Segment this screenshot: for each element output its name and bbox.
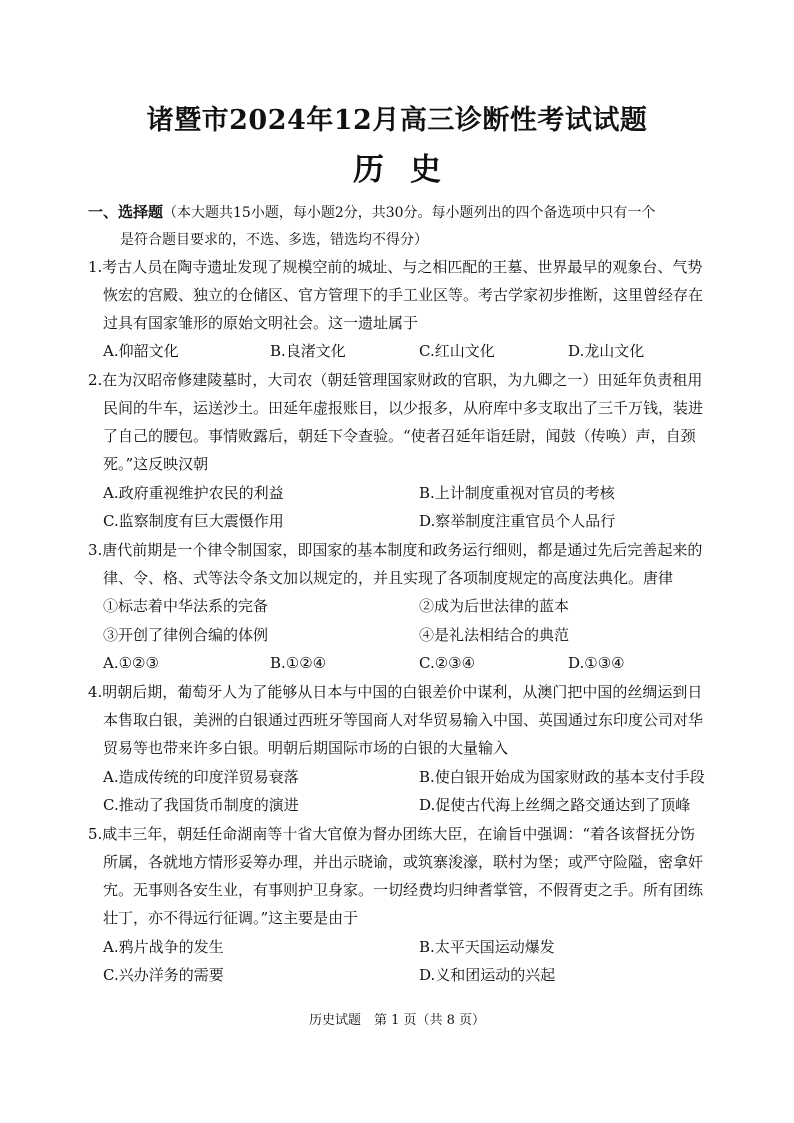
q5-option-c[interactable]: C.兴办洋务的需要 <box>103 966 224 984</box>
q2-option-c[interactable]: C.监察制度有巨大震慑作用 <box>103 512 284 530</box>
q3-option-d[interactable]: D.①③④ <box>568 654 625 672</box>
q5-option-a[interactable]: A.鸦片战争的发生 <box>103 938 224 956</box>
q1-option-d[interactable]: D.龙山文化 <box>568 342 645 360</box>
page-footer: 历史试题 第 1 页（共 8 页） <box>308 1013 486 1028</box>
q2-line-2: 民间的牛车，运送沙土。田延年虚报账目，以少报多，从府库中多支取出了三千万钱，装进 <box>103 399 704 417</box>
subject-title: 历史 <box>353 152 467 188</box>
q2-option-b[interactable]: B.上计制度重视对官员的考核 <box>419 484 615 502</box>
q3-line-2: 律、令、格、式等法令条文加以规定的，并且实现了各项制度规定的高度法典化。唐律 <box>103 569 674 587</box>
q4-option-d[interactable]: D.促使古代海上丝绸之路交通达到了顶峰 <box>419 796 691 814</box>
section-heading: 一、选择题 <box>88 203 164 221</box>
q3-statement-1: ①标志着中华法系的完备 <box>103 597 269 615</box>
q3-statement-4: ④是礼法相结合的典范 <box>419 626 570 644</box>
section-heading-line <box>88 202 656 223</box>
q2-option-d[interactable]: D.察举制度注重官员个人品行 <box>419 512 616 530</box>
q2-line-3: 了自己的腰包。事情败露后，朝廷下令查验。“使者召延年诣廷尉，闻鼓（传唤）声，自颈 <box>103 427 696 445</box>
q5-line-4: 壮丁，亦不得远行征调。”这主要是由于 <box>103 909 359 927</box>
q4-line-1: 4.明朝后期，葡萄牙人为了能够从日本与中国的白银差价中谋利，从澳门把中国的丝绸运到日 <box>88 683 703 701</box>
section-instructions-1: （本大题共15小题，每小题2分，共30分。每小题列出的四个备选项中只有一个 <box>163 205 656 221</box>
exam-title: 诸暨市2024年12月高三诊断性考试试题 <box>146 105 648 136</box>
q4-option-a[interactable]: A.造成传统的印度洋贸易衰落 <box>103 768 299 786</box>
q3-option-a[interactable]: A.①②③ <box>103 654 159 672</box>
q1-line-1: 1.考古人员在陶寺遗址发现了规模空前的城址、与之相匹配的王墓、世界最早的观象台、气势 <box>88 258 703 276</box>
q3-option-b[interactable]: B.①②④ <box>270 654 327 672</box>
q1-option-b[interactable]: B.良渚文化 <box>270 342 346 360</box>
q4-option-b[interactable]: B.使白银开始成为国家财政的基本支付手段 <box>419 768 705 786</box>
q5-line-1: 5.咸丰三年，朝廷任命湖南等十省大官僚为督办团练大臣，在谕旨中强调：“着各该督抚分饬 <box>88 825 695 843</box>
q4-line-2: 本售取白银，美洲的白银通过西班牙等国商人对华贸易输入中国、英国通过东印度公司对华 <box>103 711 704 729</box>
q2-line-1: 2.在为汉昭帝修建陵墓时，大司农（朝廷管理国家财政的官职，为九卿之一）田延年负责租用 <box>88 371 703 389</box>
q2-option-a[interactable]: A.政府重视维护农民的利益 <box>103 484 284 502</box>
q1-line-2: 恢宏的宫殿、独立的仓储区、官方管理下的手工业区等。考古学家初步推断，这里曾经存在 <box>103 286 704 304</box>
q3-line-1: 3.唐代前期是一个律令制国家，即国家的基本制度和政务运行细则，都是通过先后完善起来的 <box>88 541 703 559</box>
section-instructions-2: 是符合题目要求的，不选、多选，错选均不得分） <box>120 232 428 248</box>
q3-option-c[interactable]: C.②③④ <box>419 654 476 672</box>
q1-option-c[interactable]: C.红山文化 <box>419 342 495 360</box>
q5-line-3: 宄。无事则各安生业，有事则护卫身家。一切经费均归绅耆掌管，不假胥吏之手。所有团练 <box>103 881 704 899</box>
q5-line-2: 所属，各就地方情形妥筹办理，并出示晓谕，或筑寨浚濠，联村为堡；或严守险隘，密拿奸 <box>103 853 704 871</box>
q2-line-4: 死。”这反映汉朝 <box>103 455 209 473</box>
q4-option-c[interactable]: C.推动了我国货币制度的演进 <box>103 796 299 814</box>
q3-statement-2: ②成为后世法律的蓝本 <box>419 597 570 615</box>
q5-option-b[interactable]: B.太平天国运动爆发 <box>419 938 555 956</box>
q5-option-d[interactable]: D.义和团运动的兴起 <box>419 966 556 984</box>
q1-line-3: 过具有国家雏形的原始文明社会。这一遗址属于 <box>103 314 419 332</box>
q4-line-3: 贸易等也带来许多白银。明朝后期国际市场的白银的大量输入 <box>103 739 509 757</box>
q1-option-a[interactable]: A.仰韶文化 <box>103 342 179 360</box>
q3-statement-3: ③开创了律例合编的体例 <box>103 626 269 644</box>
